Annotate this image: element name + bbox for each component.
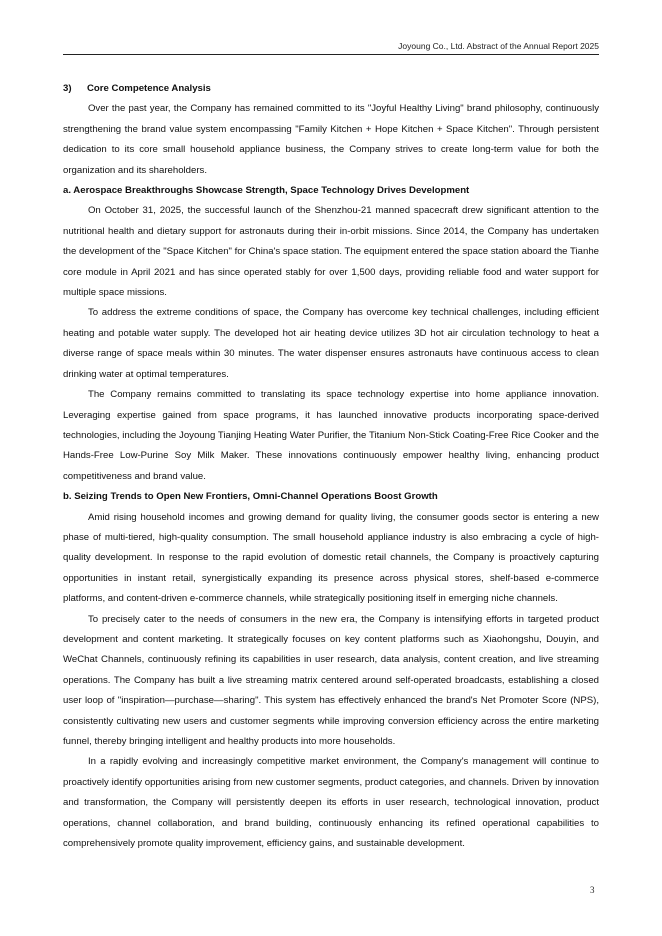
section-number: 3) [63,83,72,94]
document-body [63,79,599,854]
section-intro-paragraph: Over the past year, the Company has remained committed to its "Joyful Healthy Living" brand philosophy, continuously strengthening the brand value system encompassing "Family Kitchen + Hope Kitchen + Space Kitchen". Through persistent dedication to its core small household appliance business, the Company strives to create long-term value for both the organization and its shareholders. [63,103,599,176]
subsection-b-paragraph: Amid rising household incomes and growing demand for quality living, the consumer goods sector is entering a new phase of multi-tiered, high-quality consumption. The small household appliance industry is also embracing a cycle of high-quality development. In response to the rapid evolution of domestic retail channels, the Company is proactively capturing opportunities in instant retail, synergistically expanding its presence across physical stores, shelf-based e-commerce platforms, and content-driven e-commerce channels, while strategically positioning itself in emerging niche channels. [63,511,599,605]
subsection-b-heading: b. Seizing Trends to Open New Frontiers, Omni-Channel Operations Boost Growth [63,491,438,503]
page-number: 3 [590,885,595,895]
subsection-a-paragraph: On October 31, 2025, the successful launch of the Shenzhou-21 manned spacecraft drew significant attention to the nutritional health and dietary support for astronauts during their in-orbit missions. Since 2014, the Company has undertaken the development of the "Space Kitchen" for China's space station. The equipment entered the space station aboard the Tianhe core module in April 2021 and has since operated stably for over 1,500 days, providing reliable food and water support for multiple space missions. [63,205,599,299]
subsection-a-heading: a. Aerospace Breakthroughs Showcase Strength, Space Technology Drives Development [63,185,470,197]
section-heading [63,79,599,99]
subsection-a-paragraph: To address the extreme conditions of space, the Company has overcome key technical challenges, including efficient heating and potable water supply. The developed hot air heating device utilizes 3D hot air circulation technology to heat a diverse range of space meals within 30 minutes. The water dispenser ensures astronauts have continuous access to clean drinking water at optimal temperatures. [63,307,599,380]
report-title: Joyoung Co., Ltd. Abstract of the Annual Report 2025 [398,41,599,51]
subsection-b-paragraph: In a rapidly evolving and increasingly competitive market environment, the Company's management will continue to proactively identify opportunities arising from new customer segments, product categories, and channels. Driven by innovation and transformation, the Company will persistently deepen its efforts in user research, technological innovation, product operations, channel collaboration, and brand building, continuously enhancing its refined operational capabilities to comprehensively promote quality improvement, efficiency gains, and sustainable development. [63,756,599,850]
subsection-b-paragraph: To precisely cater to the needs of consumers in the new era, the Company is intensifying efforts in targeted product development and content marketing. It strategically focuses on key content platforms such as Xiaohongshu, Douyin, and WeChat Channels, continuously refining its capabilities in user research, data analysis, content creation, and live streaming operations. The Company has built a live streaming matrix centered around self-operated broadcasts, establishing a closed user loop of "inspiration—purchase—sharing". This system has effectively enhanced the brand's Net Promoter Score (NPS), consistently cultivating new users and customer segments while improving conversion efficiency across the entire marketing funnel, thereby bringing intelligent and healthy products into more households. [63,613,599,747]
section-title: Core Competence Analysis [87,83,211,94]
subsection-a-paragraph: The Company remains committed to translating its space technology expertise into home appliance innovation. Leveraging expertise gained from space programs, it has launched innovative products incorporating space-derived technologies, including the Joyoung Tianjing Heating Water Purifier, the Titanium Non-Stick Coating-Free Rice Cooker and the Hands-Free Low-Purine Soy Milk Maker. These innovations continuously empower healthy living, enhancing product competitiveness and brand value. [63,389,599,482]
page-header [63,40,599,55]
